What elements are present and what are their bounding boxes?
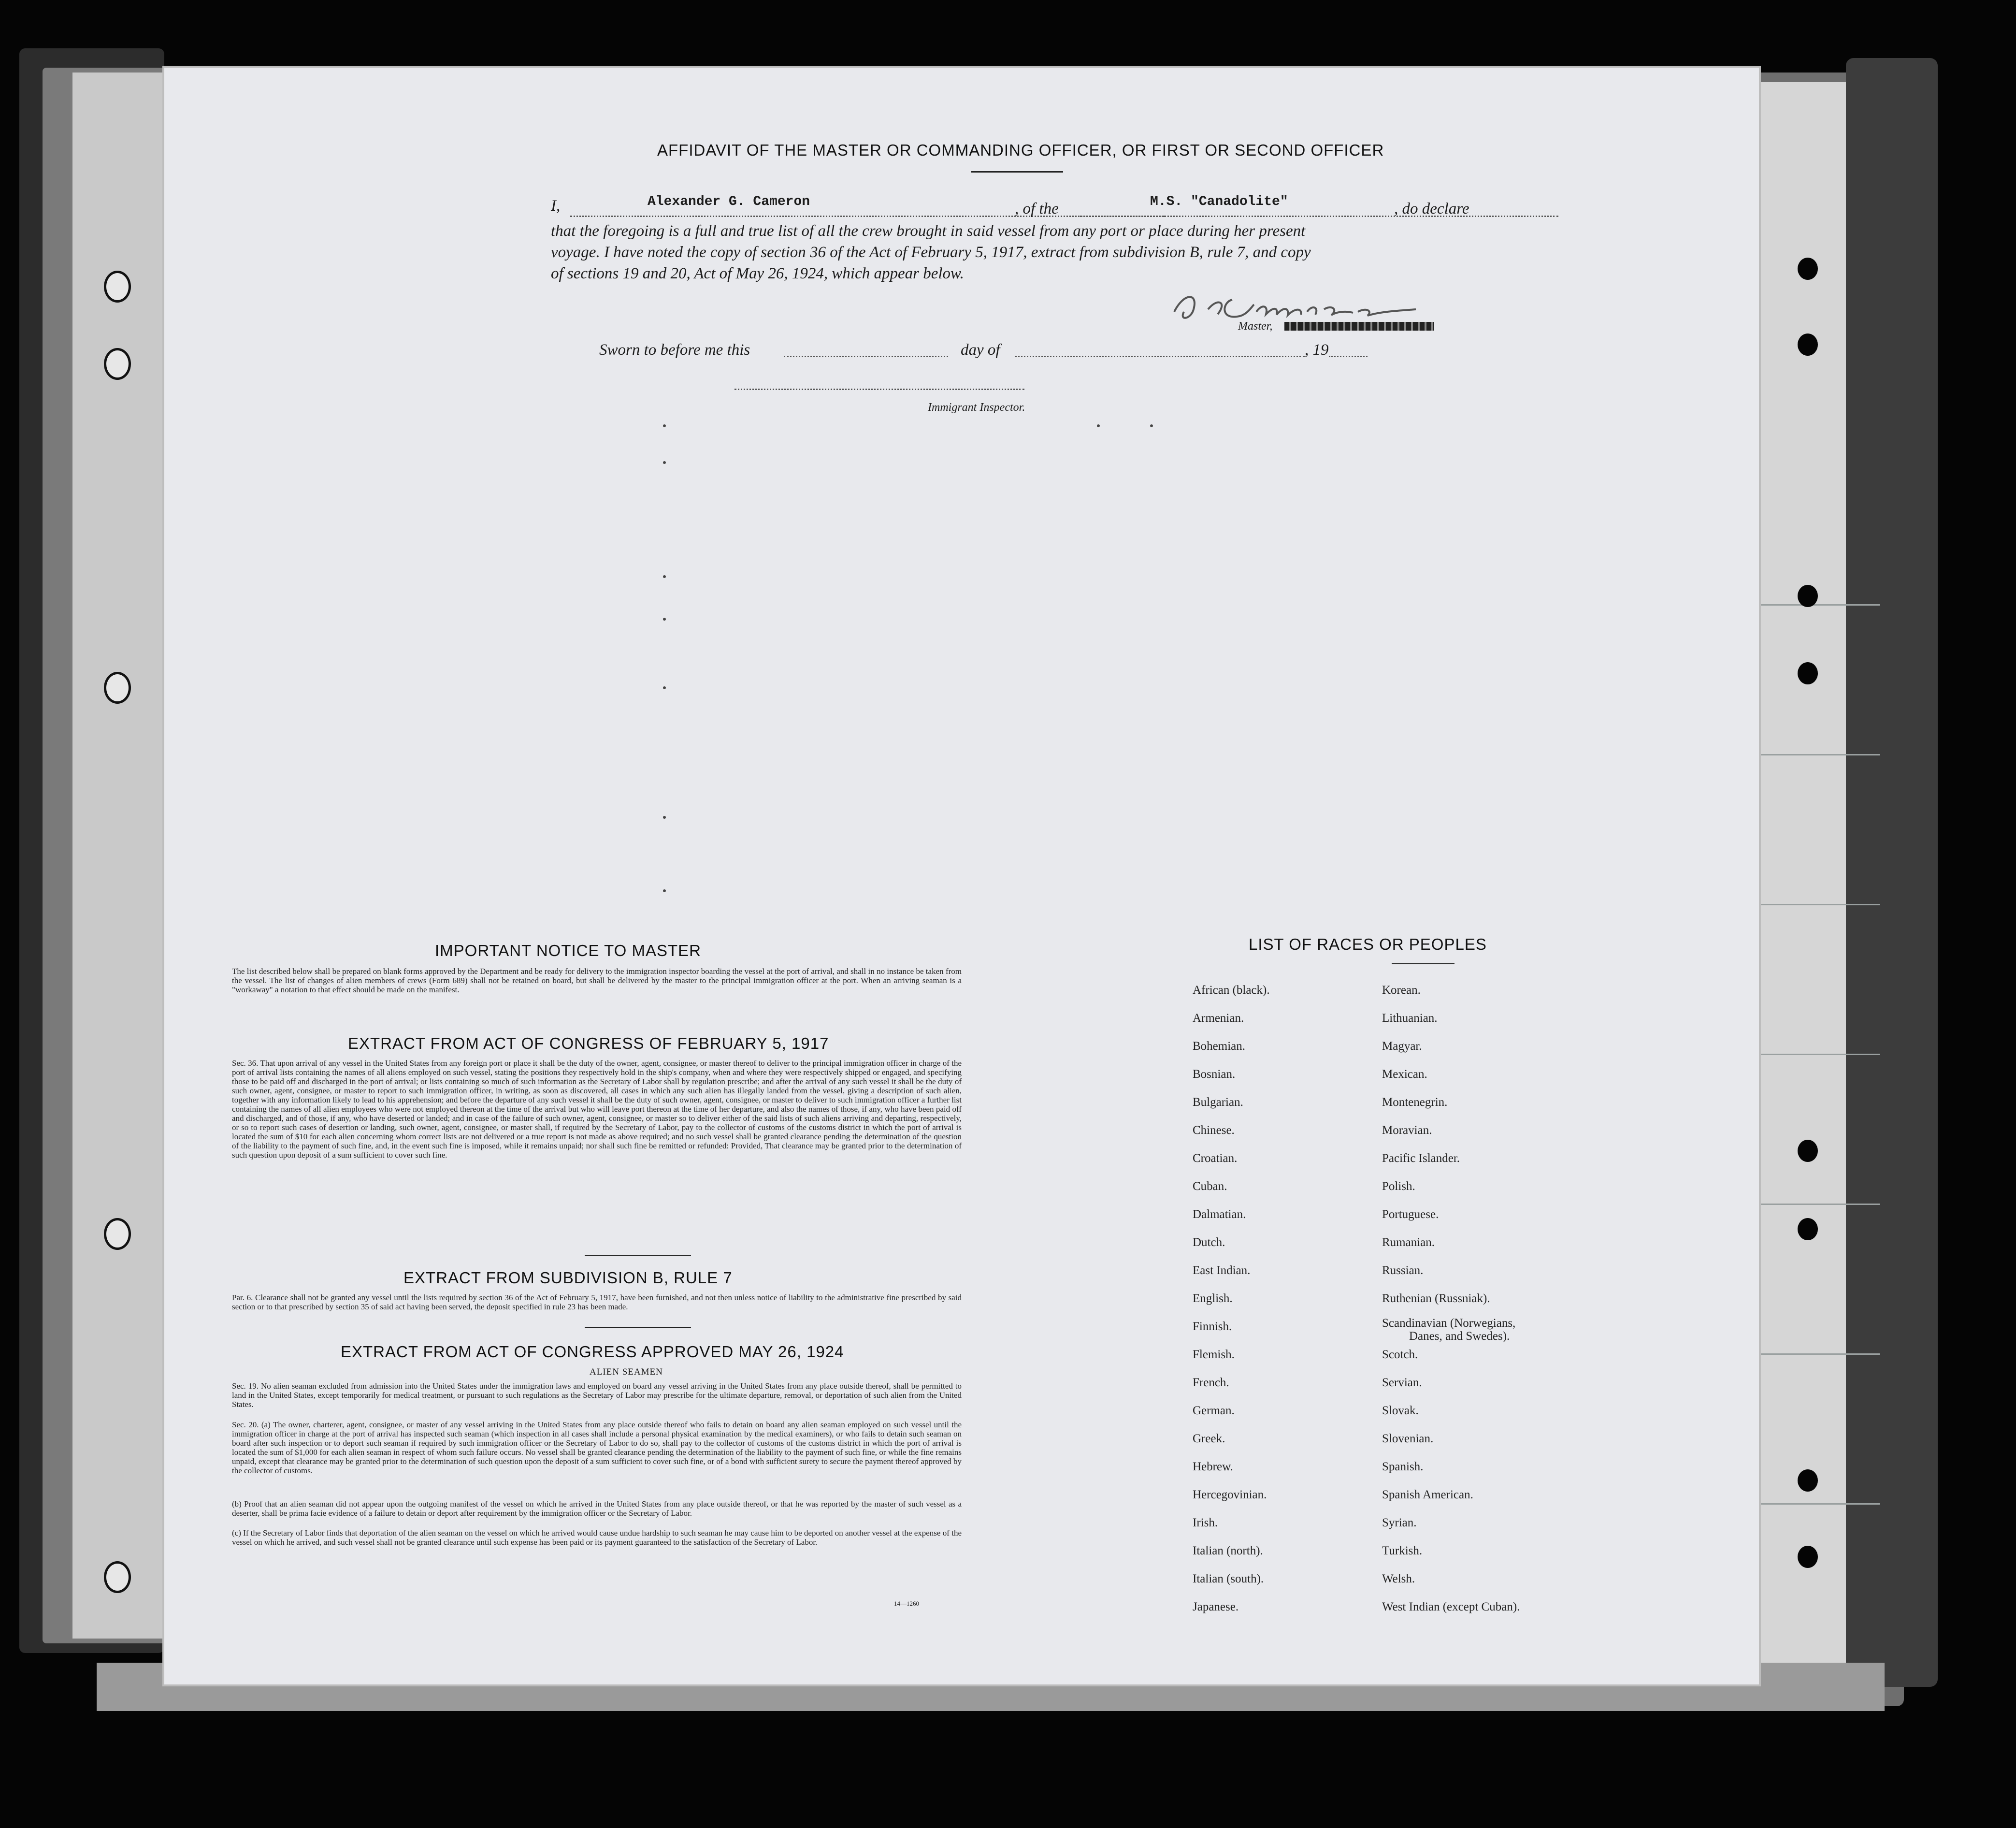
sec-20a-text: Sec. 20. (a) The owner, charterer, agent, consignee, or master of any vessel arriving in the United States from any place outside thereof who fails to detain on board any alien seaman employed on such vessel until the immigration officer in charge at the port of arrival has inspected such seaman (which inspection in all cases shall include a personal physical examination by the medical examiners), or who fails to detain such seaman on board after such inspection or to deport such seaman if required by such immigration officer or the Secretary of Labor to do so, shall pay to the collector of customs of the customs district in which the port of arrival is located the sum of $1,000 for each alien seaman in respect of whom such failure occurs. No vessel shall be granted clearance pending the determination of the liability to the payment of such fine, or while the fine remains unpaid, except that clearance may be granted prior to the determination of such question upon the deposit of a sum sufficient to cover such fine, or of a bond with sufficient surety to secure the payment thereof approved by the collector of customs.: [232, 1420, 962, 1475]
affidavit-i: I,: [551, 197, 561, 215]
race-right-item: Slovenian.: [1382, 1432, 1434, 1445]
punch-hole: [1798, 334, 1818, 356]
race-left-item: Italian (south).: [1193, 1572, 1264, 1585]
race-right-item: Mexican.: [1382, 1068, 1427, 1081]
speck: [663, 618, 666, 621]
race-right-item: Welsh.: [1382, 1572, 1415, 1585]
race-left-item: Dalmatian.: [1193, 1208, 1246, 1221]
form-number: 14—1260: [894, 1600, 919, 1607]
inspector-signature-line: [734, 389, 1024, 390]
sworn-day-of: day of: [961, 341, 1000, 359]
affidavit-of-the: , of the: [1015, 200, 1059, 218]
race-right-item: Russian.: [1382, 1264, 1424, 1277]
section-rule: [585, 1255, 691, 1256]
punch-hole: [1798, 258, 1818, 280]
ledger-line: [1754, 604, 1880, 606]
race-left-item: Irish.: [1193, 1516, 1218, 1529]
race-left-item: Italian (north).: [1193, 1544, 1263, 1557]
vessel-name-line: [1080, 216, 1558, 217]
vessel-name-typed: M.S. "Canadolite": [1150, 194, 1288, 209]
race-right-item: Slovak.: [1382, 1404, 1419, 1417]
punch-hole: [1798, 662, 1818, 684]
punch-hole: [1798, 1140, 1818, 1162]
race-right-item: Turkish.: [1382, 1544, 1423, 1557]
race-right-item: Syrian.: [1382, 1516, 1417, 1529]
race-right-item: Magyar.: [1382, 1040, 1422, 1053]
race-left-item: Cuban.: [1193, 1180, 1227, 1193]
race-left-item: Hebrew.: [1193, 1460, 1233, 1473]
binder-edge-right: [1846, 58, 1938, 1687]
sworn-year-line: [1329, 356, 1368, 357]
ledger-line: [1754, 1204, 1880, 1205]
punch-hole: [1798, 585, 1818, 607]
master-label: Master,: [1238, 320, 1273, 333]
master-name-line: [570, 216, 1165, 217]
speck: [663, 461, 666, 464]
sec-19-text: Sec. 19. No alien seaman excluded from admission into the United States under the immigration laws and employed on board any vessel arriving in the United States from any place outside thereof, shall be permitted to land in the United States, except temporarily for medical treatment, or pursuant to such regulations as the Secretary of Labor may prescribe for the ultimate departure, removal, or deportation of such alien from the United States.: [232, 1381, 962, 1409]
race-left-item: French.: [1193, 1376, 1229, 1389]
affidavit-line4: of sections 19 and 20, Act of May 26, 1924, which appear below.: [551, 265, 964, 282]
speck: [663, 889, 666, 892]
sworn-day-line: [784, 356, 948, 357]
ledger-line: [1754, 1054, 1880, 1055]
race-right-item: Montenegrin.: [1382, 1096, 1448, 1109]
speck: [663, 686, 666, 689]
sec-20b-text: (b) Proof that an alien seaman did not appear upon the outgoing manifest of the vessel on which he arrived in the United States from any place outside thereof, or that he was reported by the master of such vessel as a deserter, shall be prima facie evidence of a failure to detain or deport after requirement by the immigration officer or the Secretary of Labor.: [232, 1499, 962, 1518]
race-right-item: Spanish.: [1382, 1460, 1424, 1473]
race-left-item: East Indian.: [1193, 1264, 1251, 1277]
underlying-sheet-left: [72, 73, 179, 1639]
race-left-item: Dutch.: [1193, 1236, 1225, 1249]
alien-seamen-subheading: ALIEN SEAMEN: [590, 1367, 663, 1377]
punch-hole: [1798, 1469, 1818, 1492]
race-right-item: Servian.: [1382, 1376, 1422, 1389]
crew-list-affidavit-page: [164, 68, 1759, 1684]
ledger-line: [1754, 1353, 1880, 1355]
binder-ring-hole: [104, 672, 131, 704]
race-left-item: Japanese.: [1193, 1600, 1239, 1613]
speck: [663, 816, 666, 819]
speck: [663, 424, 666, 427]
race-left-item: Bosnian.: [1193, 1068, 1236, 1081]
race-right-item: Rumanian.: [1382, 1236, 1435, 1249]
inspector-label: Immigrant Inspector.: [928, 401, 1025, 414]
race-left-item: English.: [1193, 1292, 1233, 1305]
affidavit-do-declare: , do declare: [1394, 200, 1469, 218]
race-right-item: Scandinavian (Norwegians,: [1382, 1317, 1516, 1330]
race-right-item: Moravian.: [1382, 1124, 1432, 1137]
race-right-item: Korean.: [1382, 984, 1421, 997]
sworn-prefix: Sworn to before me this: [599, 341, 750, 359]
race-left-item: African (black).: [1193, 984, 1270, 997]
extract-rule7-body: Par. 6. Clearance shall not be granted any vessel until the lists required by section 36 of the Act of February 5, 1917, have been furnished, and not then unless notice of liability to the administrative fine prescribed by said section or to that prescribed by section 35 of said act having been served, the deposit specified in rule 23 has been made.: [232, 1293, 962, 1311]
race-right-item: Scotch.: [1382, 1348, 1418, 1361]
races-heading-rule: [1392, 963, 1454, 964]
race-right-item: Ruthenian (Russniak).: [1382, 1292, 1490, 1305]
ledger-line: [1754, 1503, 1880, 1505]
race-right-item: West Indian (except Cuban).: [1382, 1600, 1520, 1613]
speck: [1150, 424, 1153, 427]
race-left-item: Bulgarian.: [1193, 1096, 1243, 1109]
affidavit-line2: that the foregoing is a full and true list of all the crew brought in said vessel from any port or place during her present: [551, 222, 1306, 240]
race-left-item: Armenian.: [1193, 1012, 1244, 1025]
punch-hole: [1798, 1218, 1818, 1240]
race-left-item: Chinese.: [1193, 1124, 1235, 1137]
binder-ring-hole: [104, 1561, 131, 1593]
race-right-item: Portuguese.: [1382, 1208, 1439, 1221]
affidavit-heading: AFFIDAVIT OF THE MASTER OR COMMANDING OFFICER, OR FIRST OR SECOND OFFICER: [657, 141, 1384, 159]
speck: [663, 575, 666, 578]
race-right-item: Spanish American.: [1382, 1488, 1473, 1501]
extract-1917-body: Sec. 36. That upon arrival of any vessel in the United States from any foreign port or place it shall be the duty of the owner, agent, consignee, or master thereof to deliver to the principal immigration officer in charge of the port of arrival lists containing the names of all aliens employed on such vessel, stating the positions they respectively hold in the ship's company, when and where they were respectively shipped or engaged, and specifying those to be paid off and discharged in the port of arrival; or lists containing so much of such information as the Secretary of Labor shall by regulation prescribe; and after the arrival of any such vessel it shall be the duty of such owner, agent, consignee, or master to report to such immigration officer, in writing, as soon as discovered, all cases in which any such alien has illegally landed from the vessel, giving a description of such alien, together with any information likely to lead to his apprehension; and before the departure of any such vessel it shall be the duty of such owner, agent, consignee, or master to deliver to such immigration officer a further list containing the names of all alien employees who were not employed thereon at the time of the arrival but who will leave port thereon at the time of her departure, and also the names of those, if any, who have been paid off and discharged, and of those, if any, who have deserted or landed; and in case of the failure of such owner, agent, consignee, or master so to deliver either of the said lists of such aliens arriving and departing, respectively, or so to report such cases of desertion or landing, such owner, agent, consignee, or master shall, if required by the Secretary of Labor, pay to the collector of customs of the customs district in which the port of arrival is located the sum of $10 for each alien concerning whom correct lists are not delivered or a true report is not made as above required; and no such vessel shall be granted clearance pending the determination of the question of the liability to the payment of such fine, and, in the event such fine is imposed, while it remains unpaid; nor shall such fine be remitted or refunded: Provided, That clearance may be granted prior to the determination of such question upon deposit of a sum sufficient to cover such fine.: [232, 1059, 962, 1160]
master-name-typed: Alexander G. Cameron: [648, 194, 810, 209]
race-right-item: Pacific Islander.: [1382, 1152, 1460, 1165]
punch-hole: [1798, 1546, 1818, 1568]
race-left-item: Bohemian.: [1193, 1040, 1246, 1053]
race-left-item: Flemish.: [1193, 1348, 1235, 1361]
sworn-month-line: [1015, 356, 1305, 357]
speck: [1097, 424, 1100, 427]
race-right-item: Polish.: [1382, 1180, 1415, 1193]
race-right-item-continued: Danes, and Swedes).: [1409, 1330, 1510, 1343]
ledger-line: [1754, 754, 1880, 755]
race-right-item: Lithuanian.: [1382, 1012, 1438, 1025]
sec-20c-text: (c) If the Secretary of Labor finds that deportation of the alien seaman on the vessel on which he arrived would cause undue hardship to such seaman he may cause him to be deported on another vessel at the expense of the vessel on which he arrived, and such vessel shall not be granted clearance until such expense has been paid or its payment guaranteed to the satisfaction of the Secretary of Labor.: [232, 1528, 962, 1547]
binder-ring-hole: [104, 271, 131, 303]
sworn-year: , 19: [1305, 341, 1329, 359]
race-left-item: Finnish.: [1193, 1320, 1232, 1333]
binder-ring-hole: [104, 348, 131, 380]
heading-rule: [971, 171, 1063, 173]
notice-heading: IMPORTANT NOTICE TO MASTER: [435, 942, 702, 959]
binder-ring-hole: [104, 1218, 131, 1250]
race-left-item: Hercegovinian.: [1193, 1488, 1267, 1501]
extract-1917-heading: EXTRACT FROM ACT OF CONGRESS OF FEBRUARY 5, 1917: [348, 1034, 829, 1052]
ledger-line: [1754, 904, 1880, 905]
affidavit-line3: voyage. I have noted the copy of section 36 of the Act of February 5, 1917, extract from subdivision B, rule 7, and copy: [551, 244, 1311, 261]
race-left-item: Croatian.: [1193, 1152, 1238, 1165]
race-left-item: Greek.: [1193, 1432, 1225, 1445]
struck-out-title: [1284, 322, 1434, 331]
extract-1924-heading: EXTRACT FROM ACT OF CONGRESS APPROVED MAY 26, 1924: [341, 1343, 844, 1361]
section-rule: [585, 1327, 691, 1328]
race-left-item: German.: [1193, 1404, 1235, 1417]
races-heading: LIST OF RACES OR PEOPLES: [1249, 935, 1487, 953]
notice-body: The list described below shall be prepared on blank forms approved by the Department and be ready for delivery to the immigration inspector boarding the vessel at the port of arrival, and shall in no instance be taken from the vessel. The list of changes of alien members of crews (Form 689) shall not be retained on board, but shall be delivered by the master to the principal immigration officer at the port. When an arriving seaman is a "workaway" a notation to that effect should be made on the manifest.: [232, 967, 962, 994]
extract-rule7-heading: EXTRACT FROM SUBDIVISION B, RULE 7: [403, 1269, 733, 1287]
